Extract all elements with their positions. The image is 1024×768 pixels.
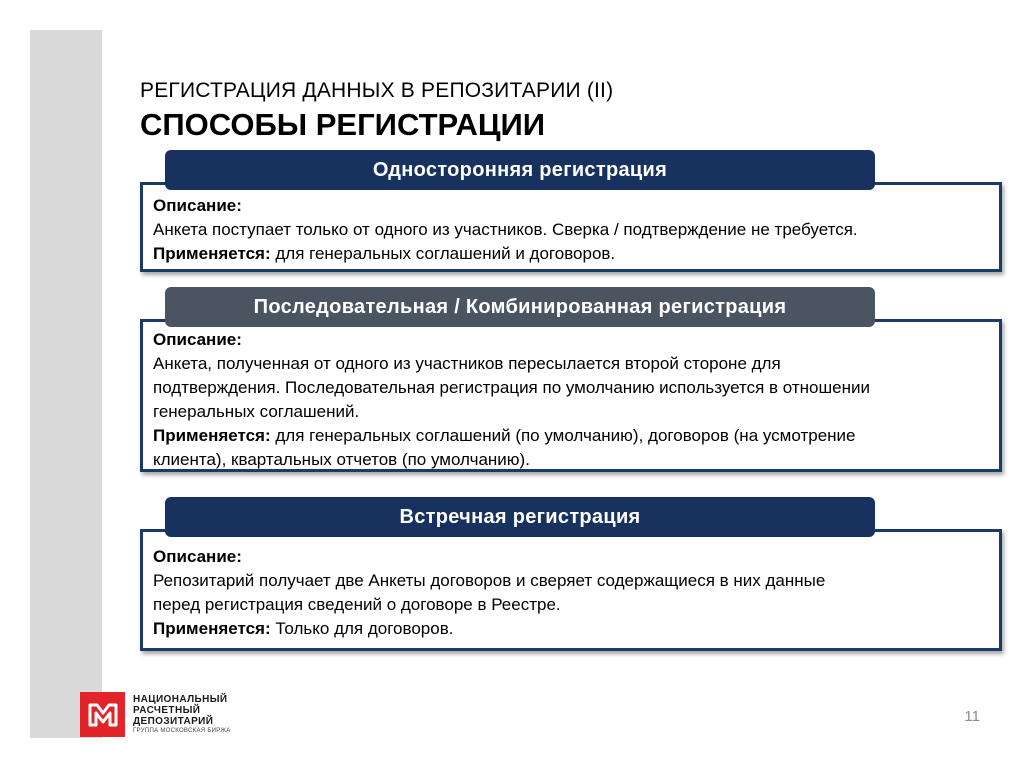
logo-wordmark: [133, 694, 231, 736]
logo-line: РАСЧЕТНЫЙ: [133, 704, 201, 716]
logo-group-line: ГРУППА МОСКОВСКАЯ БИРЖА: [133, 727, 231, 734]
logo-line: ДЕПОЗИТАРИЙ: [133, 715, 214, 727]
applies-text: для генеральных соглашений и договоров.: [270, 244, 616, 263]
section-box-unilateral: [140, 182, 1002, 272]
description-line: генеральных соглашений.: [153, 402, 360, 421]
section-header-sequential: Последовательная / Комбинированная регистрация: [165, 287, 875, 327]
applies-label: Применяется:: [153, 426, 271, 445]
description-label: Описание:: [153, 330, 242, 349]
page-number: 11: [964, 708, 980, 725]
applies-label: Применяется:: [153, 619, 271, 638]
applies-line-continued: клиента), квартальных отчетов (по умолчанию).: [153, 450, 530, 469]
applies-text: Только для договоров.: [270, 619, 454, 638]
section-box-sequential: [140, 319, 1002, 472]
applies-text: для генеральных соглашений (по умолчанию), договоров (на усмотрение: [270, 426, 856, 445]
description-line: подтверждения. Последовательная регистрация по умолчанию используется в отношении: [153, 378, 870, 397]
section-box-counter: [140, 529, 1002, 651]
applies-line: [153, 242, 989, 266]
description-line: Анкета поступает только от одного из участников. Сверка / подтверждение не требуется.: [153, 220, 858, 239]
applies-label: Применяется:: [153, 244, 271, 263]
description-label: Описание:: [153, 547, 242, 566]
applies-line: [153, 424, 989, 448]
description-label: Описание:: [153, 196, 242, 215]
description-line: Репозитарий получает две Анкеты договоров и сверяет содержащиеся в них данные: [153, 571, 826, 590]
section-header-unilateral: Односторонняя регистрация: [165, 150, 875, 190]
logo-mark-icon: [80, 692, 125, 737]
logo-line: НАЦИОНАЛЬНЫЙ: [133, 693, 228, 705]
slide-title: СПОСОБЫ РЕГИСТРАЦИИ: [140, 107, 546, 142]
slide-heading: [140, 80, 613, 145]
description-line: Анкета, полученная от одного из участников пересылается второй стороне для: [153, 354, 781, 373]
description-line: перед регистрация сведений о договоре в Реестре.: [153, 595, 561, 614]
slide-subtitle: РЕГИСТРАЦИЯ ДАННЫХ В РЕПОЗИТАРИИ (II): [140, 79, 614, 102]
side-strip: [30, 30, 102, 738]
applies-line: [153, 617, 989, 641]
company-logo: [80, 692, 231, 737]
section-header-counter: Встречная регистрация: [165, 497, 875, 537]
